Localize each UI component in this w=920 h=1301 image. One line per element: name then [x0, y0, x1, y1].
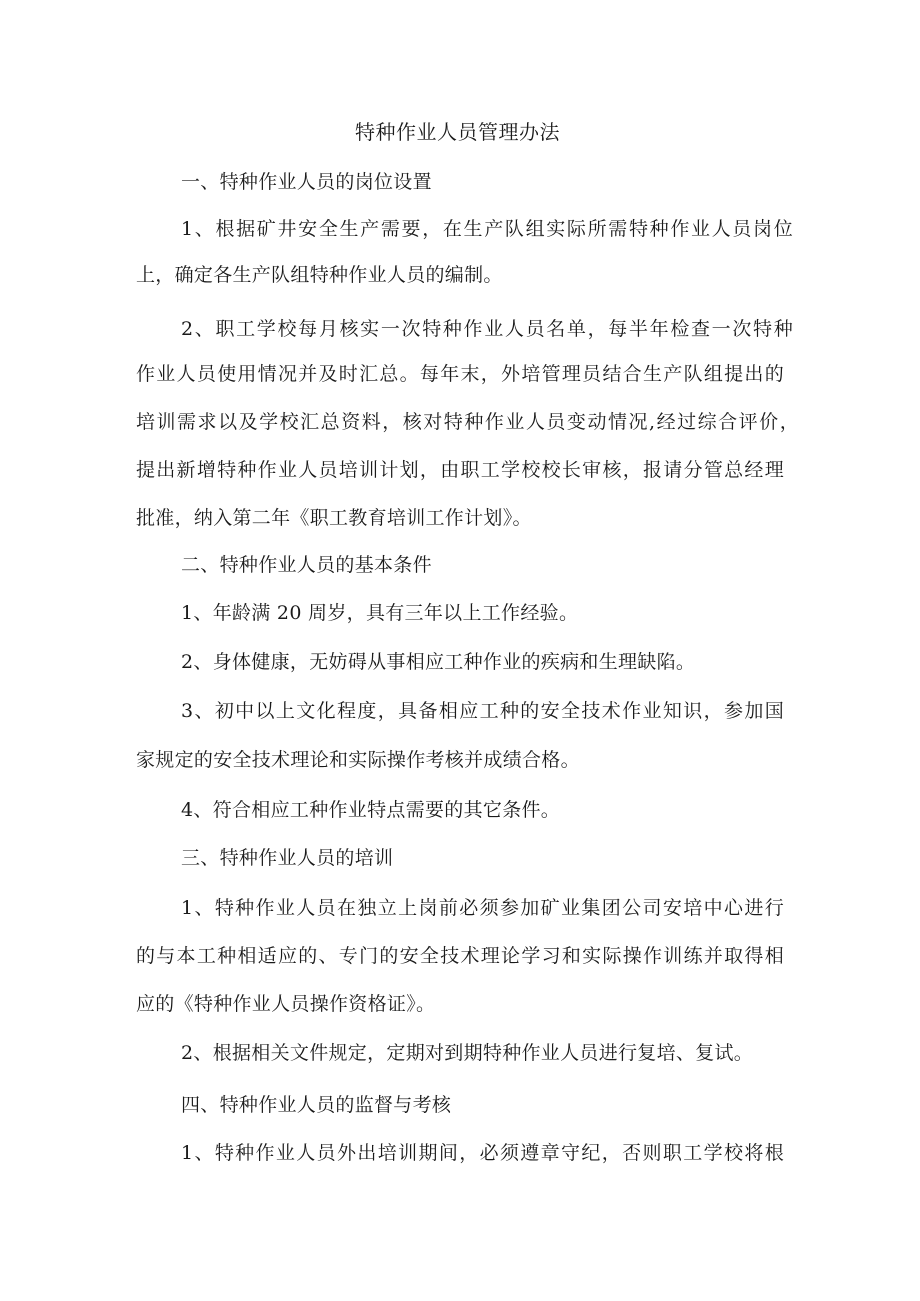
paragraph-line: 2、身体健康，无妨碍从事相应工种作业的疾病和生理缺陷。 — [181, 651, 696, 673]
paragraph-line: 提出新增特种作业人员培训计划，由职工学校校长审核，报请分管总经理 — [136, 459, 784, 481]
paragraph-line: 培训需求以及学校汇总资料，核对特种作业人员变动情况,经过综合评价， — [136, 411, 799, 433]
section-heading-1: 一、特种作业人员的岗位设置 — [181, 171, 432, 193]
paragraph-line: 作业人员使用情况并及时汇总。每年末，外培管理员结合生产队组提出的 — [136, 363, 784, 385]
section-heading-2: 二、特种作业人员的基本条件 — [181, 554, 432, 576]
section-heading-3: 三、特种作业人员的培训 — [181, 847, 394, 869]
paragraph-line: 上，确定各生产队组特种作业人员的编制。 — [136, 264, 503, 286]
paragraph-line: 1、特种作业人员在独立上岗前必须参加矿业集团公司安培中心进行 — [181, 897, 784, 919]
paragraph-line: 1、特种作业人员外出培训期间，必须遵章守纪，否则职工学校将根 — [181, 1142, 784, 1164]
paragraph-line: 1、年龄满 20 周岁，具有三年以上工作经验。 — [181, 602, 579, 624]
paragraph-line: 的与本工种相适应的、专门的安全技术理论学习和实际操作训练并取得相 — [136, 945, 784, 967]
document-title: 特种作业人员管理办法 — [355, 120, 560, 144]
paragraph-line: 3、初中以上文化程度，具备相应工种的安全技术作业知识，参加国 — [181, 700, 784, 722]
paragraph-line: 家规定的安全技术理论和实际操作考核并成绩合格。 — [136, 749, 580, 771]
paragraph-line: 4、符合相应工种作业特点需要的其它条件。 — [181, 799, 561, 821]
paragraph-line: 1、根据矿井安全生产需要，在生产队组实际所需特种作业人员岗位 — [181, 218, 793, 240]
paragraph-line: 批准，纳入第二年《职工教育培训工作计划》。 — [136, 507, 532, 529]
paragraph-line: 应的《特种作业人员操作资格证》。 — [136, 993, 436, 1015]
paragraph-line: 2、职工学校每月核实一次特种作业人员名单，每半年检查一次特种 — [181, 318, 793, 340]
section-heading-4: 四、特种作业人员的监督与考核 — [181, 1094, 452, 1116]
paragraph-line: 2、根据相关文件规定，定期对到期特种作业人员进行复培、复试。 — [181, 1042, 754, 1064]
